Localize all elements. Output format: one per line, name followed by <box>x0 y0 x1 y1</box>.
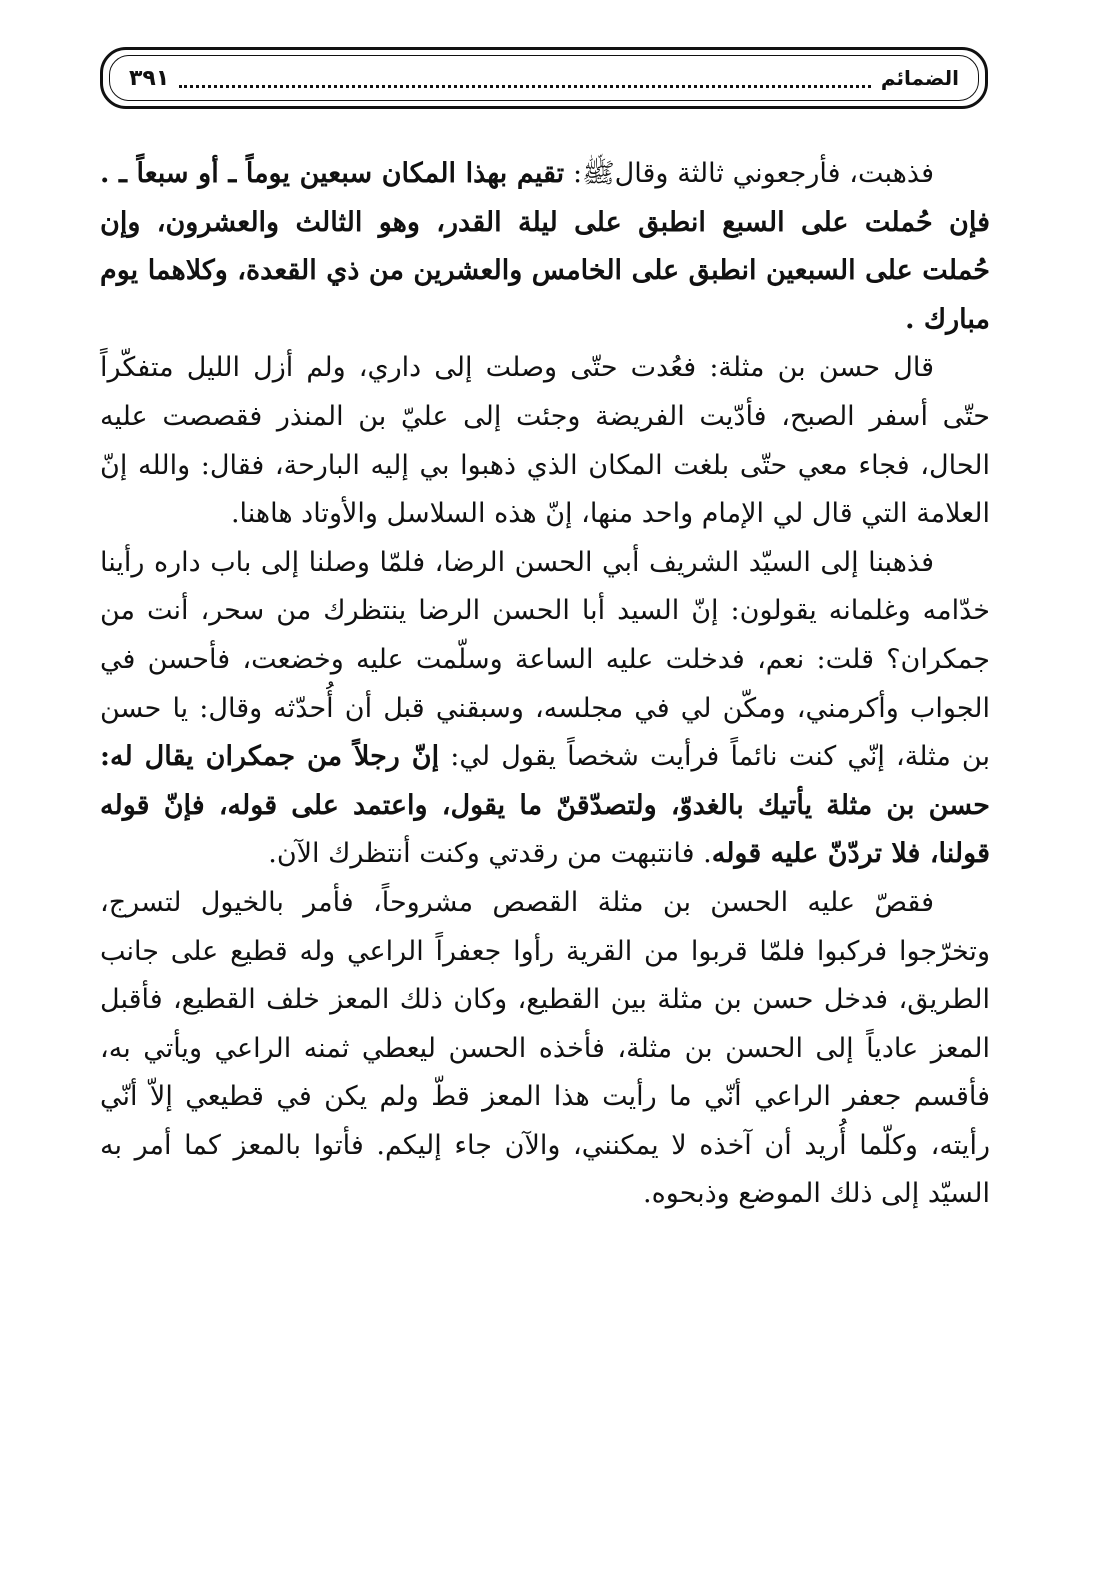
paragraph-3-outro: . فانتبهت من رقدتي وكنت أنتظرك الآن. <box>268 838 712 870</box>
running-head-title: الضمائم <box>880 66 959 90</box>
paragraph-1-quote: تقيم بهذا المكان سبعين يوماً ـ أو سبعاً ـ . فإن حُملت على السبع انطبق على ليلة القدر، وهو الثالث والعشرون، وإن حُملت على السبعين انطبق على الخامس والعشرين من ذي القعدة، وكلاهما يوم مبارك . <box>100 158 990 335</box>
paragraph-3-quote: إنّ رجلاً من جمكران يقال له: حسن بن مثلة يأتيك بالغدوّ، ولتصدّقنّ ما يقول، واعتمد على قوله، فإنّ قوله قولنا، فلا تردّنّ عليه قوله <box>100 741 990 870</box>
paragraph-2: قال حسن بن مثلة: فعُدت حتّى وصلت إلى داري، ولم أزل الليل متفكّراً حتّى أسفر الصبح، فأدّيت الفريضة وجئت إلى عليّ بن المنذر فقصصت عليه الحال، فجاء معي حتّى بلغت المكان الذي ذهبوا بي إليه البارحة، فقال: والله إنّ العلامة التي قال لي الإمام واحد منها، إنّ هذه السلاسل والأوتاد هاهنا. <box>100 352 990 530</box>
paragraph-3 <box>100 539 990 879</box>
paragraph-1-intro: فذهبت، فأرجعوني ثالثة وقالﷺ: <box>564 158 934 189</box>
page-body <box>100 150 990 1219</box>
paragraph-4: فقصّ عليه الحسن بن مثلة القصص مشروحاً، فأمر بالخيول لتسرج، وتخرّجوا فركبوا فلمّا قربوا من القرية رأوا جعفراً الراعي وله قطيع على جانب الطريق، فدخل حسن بن مثلة بين القطيع، وكان ذلك المعز خلف القطيع، فأقبل المعز عادياً إلى الحسن بن مثلة، فأخذه الحسن ليعطي ثمنه الراعي ويأتي به، فأقسم جعفر الراعي أنّي ما رأيت هذا المعز قطّ ولم يكن في قطيعي إلاّ أنّي رأيته، وكلّما أُريد أن آخذه لا يمكنني، والآن جاء إليكم. فأتوا بالمعز كما أمر به السيّد إلى ذلك الموضع وذبحوه. <box>100 886 990 1210</box>
paragraph-1 <box>100 150 990 344</box>
dot-leader <box>179 85 871 88</box>
paragraph-3-intro: فذهبنا إلى السيّد الشريف أبي الحسن الرضا، فلمّا وصلنا إلى باب داره رأينا خدّامه وغلمانه يقولون: إنّ السيد أبا الحسن الرضا ينتظرك من سحر، أنت من جمكران؟ قلت: نعم، فدخلت عليه الساعة وسلّمت عليه وخضعت، فأحسن في الجواب وأكرمني، ومكّن لي في مجلسه، وسبقني قبل أن أُحدّثه وقال: يا حسن بن مثلة، إنّي كنت نائماً فرأيت شخصاً يقول لي: <box>100 546 990 773</box>
running-header <box>100 47 988 109</box>
page-number: ٣٩١ <box>129 65 170 91</box>
